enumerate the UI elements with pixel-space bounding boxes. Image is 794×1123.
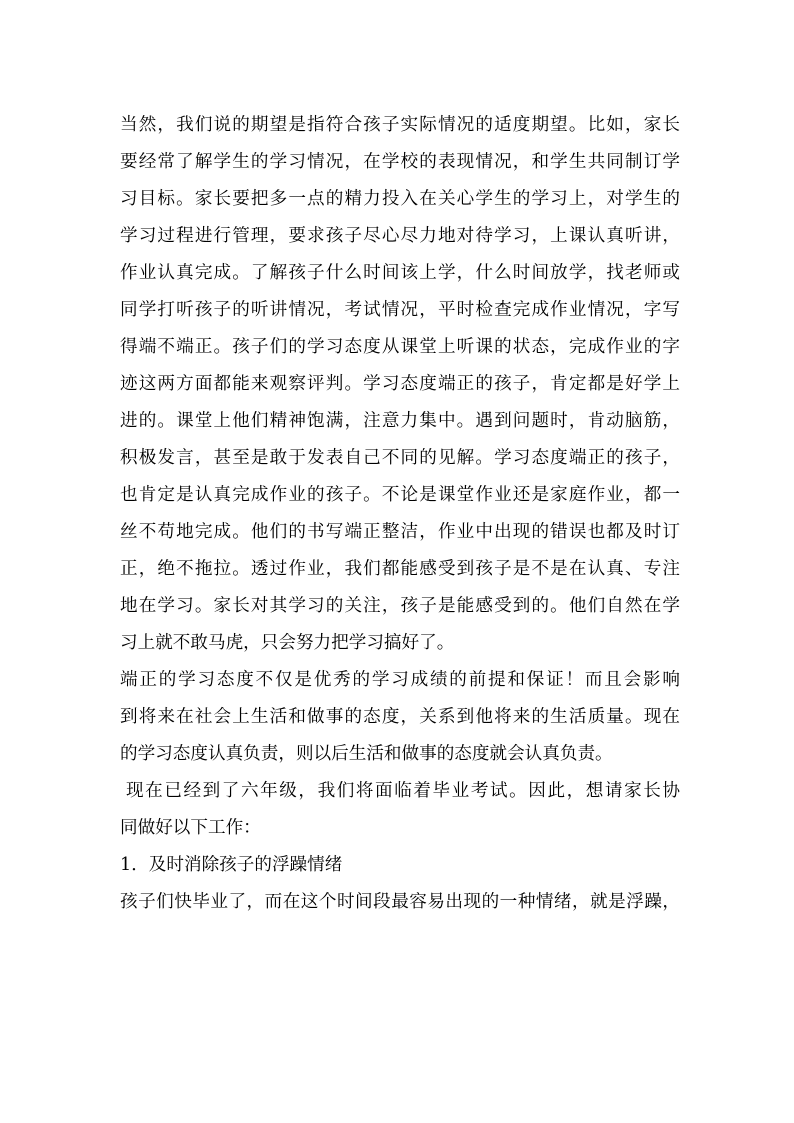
- text-line: 学习过程进行管理，要求孩子尽心尽力地对待学习，上课认真听讲，: [120, 226, 680, 246]
- paragraph-attitude: [120, 662, 680, 773]
- text-line: 同学打听孩子的听讲情况，考试情况，平时检查完成作业情况，字写: [120, 300, 680, 320]
- section-heading-1: [120, 847, 680, 884]
- paragraph-expectations: [120, 107, 680, 662]
- text-line: 得端不端正。孩子们的学习态度从课堂上听课的状态，完成作业的字: [120, 337, 680, 357]
- text-line: 习上就不敢马虎，只会努力把学习搞好了。: [120, 633, 455, 653]
- text-line: 的学习态度认真负责，则以后生活和做事的态度就会认真负责。: [120, 744, 613, 764]
- text-line: 也肯定是认真完成作业的孩子。不论是课堂作业还是家庭作业，都一: [120, 485, 680, 505]
- text-line: 1．及时消除孩子的浮躁情绪: [120, 855, 343, 875]
- text-line: 丝不苟地完成。他们的书写端正整洁，作业中出现的错误也都及时订: [120, 522, 680, 542]
- text-line: 端正的学习态度不仅是优秀的学习成绩的前提和保证！而且会影响: [120, 670, 680, 690]
- text-line: 到将来在社会上生活和做事的态度，关系到他将来的生活质量。现在: [120, 707, 680, 727]
- text-line: 要经常了解学生的学习情况，在学校的表现情况，和学生共同制订学: [120, 152, 680, 172]
- text-line: 积极发言，甚至是敢于发表自己不同的见解。学习态度端正的孩子，: [120, 448, 680, 468]
- paragraph-sixth-grade: [120, 773, 680, 847]
- paragraph-restlessness: [120, 884, 680, 921]
- text-line: 习目标。家长要把多一点的精力投入在关心学生的学习上，对学生的: [120, 189, 680, 209]
- document-body: [120, 107, 680, 921]
- text-line: 同做好以下工作：: [120, 818, 261, 838]
- text-line: 当然，我们说的期望是指符合孩子实际情况的适度期望。比如，家长: [120, 115, 680, 135]
- text-line: 进的。课堂上他们精神饱满，注意力集中。遇到问题时，肯动脑筋，: [120, 411, 680, 431]
- text-line: 迹这两方面都能来观察评判。学习态度端正的孩子，肯定都是好学上: [120, 374, 680, 394]
- text-line: 正，绝不拖拉。透过作业，我们都能感受到孩子是不是在认真、专注: [120, 559, 680, 579]
- text-line: 地在学习。家长对其学习的关注，孩子是能感受到的。他们自然在学: [120, 596, 680, 616]
- text-line: 孩子们快毕业了，而在这个时间段最容易出现的一种情绪，就是浮躁，: [120, 892, 680, 912]
- text-line: 现在已经到了六年级，我们将面临着毕业考试。因此，想请家长协: [126, 781, 680, 801]
- text-line: 作业认真完成。了解孩子什么时间该上学，什么时间放学，找老师或: [120, 263, 680, 283]
